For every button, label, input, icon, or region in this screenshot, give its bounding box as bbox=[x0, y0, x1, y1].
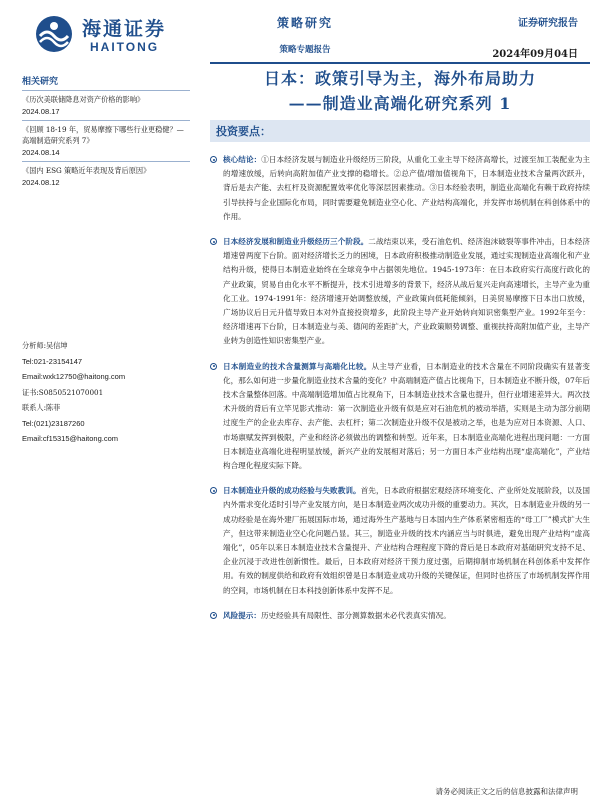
report-type-block bbox=[230, 14, 380, 55]
related-research bbox=[22, 74, 190, 188]
company-logo bbox=[34, 12, 174, 62]
header-divider bbox=[210, 62, 590, 64]
key-point-lead: 日本制造业的技术含量测算与高端化比较。 bbox=[223, 361, 372, 371]
report-type: 策略研究 bbox=[276, 16, 333, 30]
related-item[interactable] bbox=[22, 165, 190, 188]
analyst-email[interactable]: Email:wxk12750@haitong.com bbox=[22, 372, 126, 381]
disclaimer-note: 请务必阅读正文之后的信息披露和法律声明 bbox=[435, 787, 578, 796]
related-item-date: 2024.08.12 bbox=[22, 178, 60, 187]
analyst-contacts bbox=[22, 338, 190, 447]
related-item-title: 《国内 ESG 策略近年表现及背后原因》 bbox=[22, 166, 151, 175]
key-point bbox=[210, 235, 590, 349]
section-header bbox=[210, 120, 590, 142]
key-point-text: 从主导产业看，日本制造业的技术含量在不同阶段确实有显著变化，那么如何进一步量化制造业技术含量的变化？中高端制造产值占比视角下，日本制造业不断升级，07年后技术含量整体回落。中高端制造增加值占比视角下，日本制造业技术含量也提升，但行业增速差异大。两次技术升级的背后有立竿见影式推动：第一次制造业升级有似是应对石油危机的被动举措，实则是主动为部分前期过度生产的企业去库存、去产能、去杠杆；第二次制造业升级不仅是被动之举，也是为应对日本资源、人口、市场禀赋发挥到极限，产业和经济必须做出的调整和转型。近年来，日本制造业高端化进程出现问题：一方面日本制造业高端化进程明显放缓，新兴产业的发展相对落后；另一方面日本产业结构出现“虚高端化”，产业结构合理化程度实际下降。 bbox=[223, 361, 590, 471]
related-item-date: 2024.08.17 bbox=[22, 107, 60, 116]
key-point-text: 历史经验具有局限性、部分测算数据未必代表真实情况。 bbox=[260, 610, 451, 620]
report-subtype: 策略专题报告 bbox=[279, 45, 331, 55]
haitong-logo-icon bbox=[34, 14, 74, 54]
bullet-icon bbox=[210, 238, 217, 245]
analyst-name: 分析师:吴信坤 bbox=[22, 341, 68, 350]
report-body bbox=[210, 66, 590, 623]
bullet-icon bbox=[210, 363, 217, 370]
bullet-icon bbox=[210, 487, 217, 494]
contact-name: 联系人:陈菲 bbox=[22, 403, 61, 412]
related-item-date: 2024.08.14 bbox=[22, 148, 60, 157]
key-point-text: 首先，日本政府根据宏观经济环境变化、产业所处发展阶段，以及国内外需求变化适时引导产业发展方向，是日本制造业两次成功升级的重要动力。其次，日本制造业升级的另一成功经验是在海外建厂拓展国际市场，通过海外生产基地与日本国内生产体系紧密相连的“母工厂”模式扩大生产，但这带来制造业空心化问题凸显。其三，制造业升级的技术内涵应当与时俱进，避免出现产业结构“虚高端化”，05年以来日本制造业技术含量提升、产业结构合理程度下降的背后是日本政府对基础研究支持不足、企业沉浸于改进性创新惯性。最后，日本政府对经济干预力度过强，后期抑制市场机制在科创体系中发挥作用。有效的制度供给和政府有效组织曾是日本制造业成功升级的关键保证，但同时也挤压了市场机制发挥作用的空间，市场机制在日本科技创新体系中发挥不足。 bbox=[223, 486, 591, 595]
bullet-icon bbox=[210, 156, 217, 163]
report-meta bbox=[492, 14, 578, 60]
logo-english-name: HAITONG bbox=[90, 40, 160, 54]
key-point-text: ①日本经济发展与制造业升级经历三阶段，从重化工业主导下经济高增长，过渡至加工装配业为主的增速放缓，后转向高附加值产业支撑的稳增长。②总产值/增加值视角下，日本制造业技术含量两次跃升，背后是去产能、去杠杆及资源配置效率优化等深层因素推动。③日本经验表明，制造业高端化有赖于政府持续引导扶持与企业国际化布局，同时需要避免制造业空心化、产业结构高端化，并发挥市场机制在科创体系中的作用。 bbox=[223, 155, 590, 221]
key-point-lead: 风险提示： bbox=[223, 610, 261, 620]
contact-email[interactable]: Email:cf15315@haitong.com bbox=[22, 434, 118, 443]
report-label: 证券研究报告 bbox=[518, 18, 578, 29]
key-point bbox=[210, 153, 590, 224]
related-research-title: 相关研究 bbox=[22, 77, 59, 87]
contact-tel: Tel:(021)23187260 bbox=[22, 418, 85, 428]
analyst-certificate: 证书:S0850521070001 bbox=[22, 387, 104, 397]
key-point-text: 二战结束以来，受石油危机、经济泡沫破裂等事件冲击，日本经济增速曾两度下台阶。面对经济增长乏力的困境，日本政府积极推动制造业发展，通过实现制造业高端化和产业结构升级，使得日本制造业始终在全球竞争中占据领先地位。1945-1973年：在日本政府实行高度行政化的产业政策，贸易自由化水平不断提升，技术引进增多的背景下，经济从战后复兴走向高速增长，主导产业为重化工业。1974-1991年：经济增速开始调整放缓，产业政策向低耗能倾斜，日美贸易摩擦下日本出口放缓，广场协议后日元升值导致日本对外直接投资增多，此阶段主导产业开始转向知识密集型产业。1992年至今：经济增速再下台阶，日本制造业与美、德间的差距扩大，产业政策顺势调整、重视扶持高附加值产业，主导产业转为创造性知识密集型产业。 bbox=[223, 237, 591, 346]
report-header bbox=[0, 0, 600, 66]
section-title: 投资要点： bbox=[216, 125, 271, 138]
key-point-lead: 日本经济发展和制造业升级经历三个阶段。 bbox=[223, 237, 369, 247]
related-item-title: 《历次美联储降息对资产价格的影响》 bbox=[22, 95, 145, 104]
key-point bbox=[210, 484, 590, 598]
analyst-tel: Tel:021-23154147 bbox=[22, 356, 83, 366]
key-point-lead: 日本制造业升级的成功经验与失败教训。 bbox=[223, 486, 361, 496]
report-title bbox=[210, 66, 590, 116]
report-title-line2: ——制造业高端化研究系列 1 bbox=[288, 94, 512, 113]
related-item[interactable] bbox=[22, 94, 190, 117]
related-divider bbox=[22, 161, 190, 162]
logo-chinese-name: 海通证券 bbox=[82, 18, 167, 40]
related-divider bbox=[22, 90, 190, 91]
key-point bbox=[210, 609, 590, 623]
key-point-lead: 核心结论： bbox=[223, 155, 262, 164]
related-divider bbox=[22, 120, 190, 121]
related-item-title: 《回顾 18-19 年，贸易摩擦下哪些行业更稳健？—高端制造研究系列 7》 bbox=[22, 125, 184, 145]
report-date: 2024年09月04日 bbox=[492, 49, 578, 60]
related-item[interactable] bbox=[22, 124, 190, 158]
key-point bbox=[210, 360, 590, 474]
bullet-icon bbox=[210, 612, 217, 619]
report-title-line1: 日本：政策引导为主，海外布局助力 bbox=[263, 69, 536, 88]
